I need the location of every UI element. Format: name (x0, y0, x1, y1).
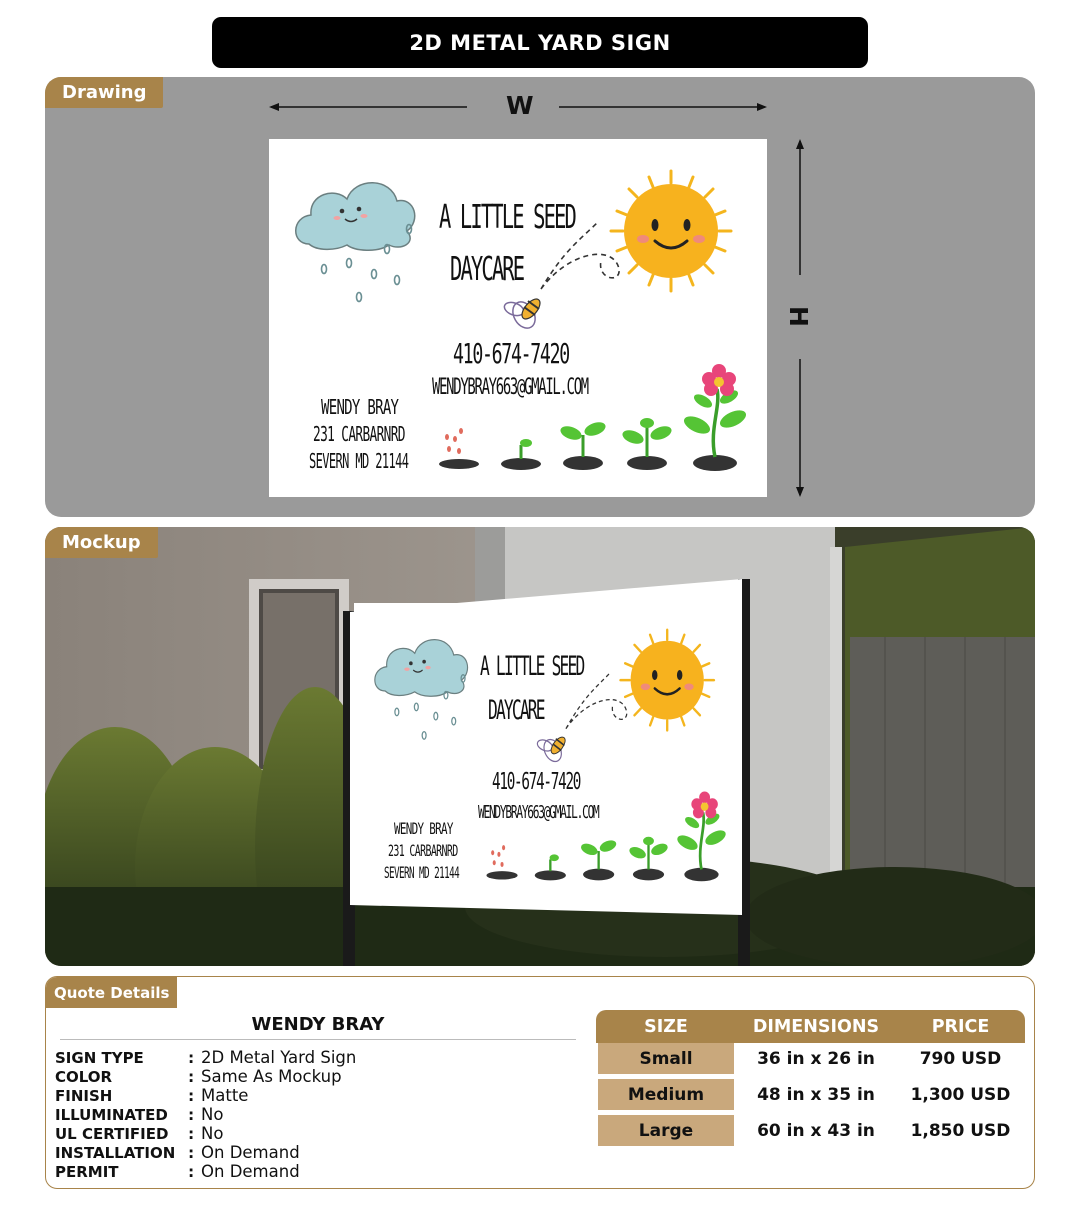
sign-contact-name: WENDY BRAY (321, 395, 399, 419)
mockup-sign-email: WENDYBRAY663@GMAIL.COM (478, 802, 599, 823)
mockup-sign-address2: SEVERN MD 21144 (384, 863, 460, 882)
spec-label: PERMIT (55, 1162, 119, 1181)
header-price: PRICE (931, 1016, 990, 1037)
spec-value: No (201, 1105, 224, 1124)
page-title: 2D METAL YARD SIGN (212, 17, 868, 68)
spec-value: Matte (201, 1086, 249, 1105)
mockup-sign-address1: 231 CARBARNRD (388, 841, 458, 860)
spec-row (55, 1124, 223, 1143)
spec-colon: : (188, 1143, 195, 1162)
mockup-sign-line1: A LITTLE SEED (480, 651, 584, 682)
spec-value: 2D Metal Yard Sign (201, 1048, 357, 1067)
price-row (596, 1043, 1025, 1074)
spec-colon: : (188, 1067, 195, 1086)
divider (60, 1039, 576, 1040)
mockup-sign-phone: 410-674-7420 (492, 769, 581, 795)
sign-line2: DAYCARE (450, 249, 524, 288)
size-cell: Large (598, 1115, 734, 1146)
spec-label: FINISH (55, 1086, 113, 1105)
price-cell: 1,850 USD (910, 1120, 1011, 1141)
sign-address2: SEVERN MD 21144 (309, 449, 409, 473)
spec-label: ILLUMINATED (55, 1105, 168, 1124)
mockup-sign-contact-name: WENDY BRAY (394, 819, 453, 838)
spec-value: Same As Mockup (201, 1067, 342, 1086)
width-label: W (506, 91, 534, 120)
spec-value: On Demand (201, 1143, 300, 1162)
sign-email: WENDYBRAY663@GMAIL.COM (432, 375, 588, 400)
sign-address1: 231 CARBARNRD (313, 422, 405, 446)
spec-row (55, 1086, 248, 1105)
height-label: H (783, 306, 813, 327)
dimensions-cell: 60 in x 43 in (757, 1120, 875, 1141)
sign-phone: 410-674-7420 (453, 337, 569, 370)
price-cell: 790 USD (919, 1048, 1002, 1069)
spec-colon: : (188, 1162, 195, 1181)
spec-label: INSTALLATION (55, 1143, 176, 1162)
mockup-sign (354, 603, 742, 903)
header-dimensions: DIMENSIONS (752, 1016, 880, 1037)
spec-row (55, 1105, 223, 1124)
size-cell: Small (598, 1043, 734, 1074)
size-cell: Medium (598, 1079, 734, 1110)
price-row (596, 1079, 1025, 1110)
price-row (596, 1115, 1025, 1146)
header-size: SIZE (644, 1016, 688, 1037)
drawing-panel (45, 77, 1035, 517)
drawing-tab: Drawing (45, 77, 163, 108)
spec-row (55, 1067, 342, 1086)
spec-row (55, 1162, 300, 1181)
spec-row (55, 1143, 300, 1162)
spec-colon: : (188, 1048, 195, 1067)
mockup-tab: Mockup (45, 527, 158, 558)
sign-line1: A LITTLE SEED (439, 197, 575, 236)
quote-tab: Quote Details (46, 977, 177, 1008)
spec-value: No (201, 1124, 224, 1143)
price-table-header (596, 1010, 1025, 1043)
dimensions-cell: 48 in x 35 in (757, 1084, 875, 1105)
spec-label: UL CERTIFIED (55, 1124, 169, 1143)
spec-colon: : (188, 1105, 195, 1124)
mockup-sign-line2: DAYCARE (488, 695, 544, 726)
spec-value: On Demand (201, 1162, 300, 1181)
client-name: WENDY BRAY (251, 1014, 385, 1035)
spec-colon: : (188, 1124, 195, 1143)
dimensions-cell: 36 in x 26 in (757, 1048, 875, 1069)
mockup-panel (45, 527, 1035, 966)
spec-label: SIGN TYPE (55, 1048, 144, 1067)
spec-label: COLOR (55, 1067, 113, 1086)
price-cell: 1,300 USD (910, 1084, 1011, 1105)
spec-colon: : (188, 1086, 195, 1105)
spec-row (55, 1048, 356, 1067)
sign-drawing (269, 139, 767, 497)
